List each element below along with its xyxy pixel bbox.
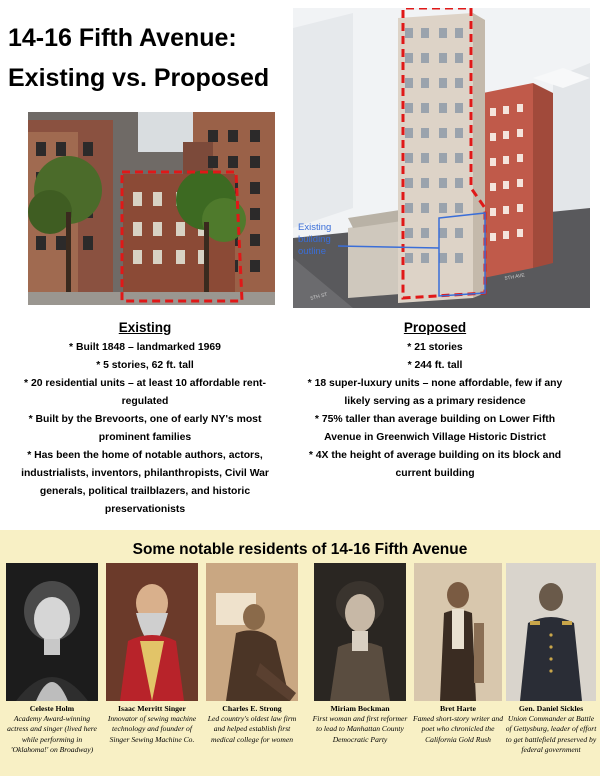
existing-column [8, 318, 282, 519]
resident-description: Academy Award-winning actress and singer (lived here while performing in 'Oklahoma!' on Broadway) [7, 714, 97, 754]
resident-description: Innovator of sewing machine technology and founder of Singer Sewing Machine Co. [107, 714, 197, 744]
portrait-photo [6, 563, 98, 701]
resident-description: Union Commander at Battle of Gettysburg, leader of effort to get battlefield preserved by federal government [505, 714, 597, 754]
resident-name: Miriam Bockman [330, 704, 390, 713]
resident-name: Gen. Daniel Sickles [518, 704, 584, 713]
proposed-item: * 4X the height of average building on its block and current building [308, 450, 562, 479]
existing-item: * Built by the Brevoorts, one of early NY's most prominent families [28, 414, 262, 443]
existing-item: * 20 residential units – at least 10 affordable rent-regulated [24, 378, 266, 407]
street-label-right: 5TH AVE [504, 272, 526, 282]
resident-description: Led country's oldest law firm and helped establish first medical college for women [207, 714, 297, 744]
resident-caption [504, 704, 598, 755]
resident-name: Bret Harte [439, 704, 476, 713]
proposed-item: * 75% taller than average building on Lower Fifth Avenue in Greenwich Village Historic District [314, 414, 556, 443]
title-line-1: 14-16 Fifth Avenue: [8, 24, 237, 52]
page-title [8, 18, 298, 98]
proposed-item: * 21 stories [407, 342, 463, 353]
proposed-heading: Proposed [403, 320, 467, 335]
existing-item: * Built 1848 – landmarked 1969 [69, 342, 221, 353]
resident-caption [104, 704, 200, 745]
portrait-photo [414, 563, 502, 701]
existing-building-photo [28, 112, 275, 305]
portrait-photo [206, 563, 298, 701]
resident-name: Isaac Merritt Singer [118, 704, 186, 713]
resident-description: Famed short-story writer and poet who chronicled the California Gold Rush [412, 714, 504, 744]
resident-caption [204, 704, 300, 745]
proposed-tower-rendering [293, 8, 590, 308]
portrait-photo [506, 563, 596, 701]
resident-caption [312, 704, 408, 745]
street-label-left: 5TH ST [309, 291, 329, 302]
existing-item: * Has been the home of notable authors, actors, industrialists, inventors, philanthropists, Civil War generals, political trailblazers, and historic preservationists [21, 450, 269, 515]
proposed-column [296, 318, 574, 483]
proposed-item: * 18 super-luxury units – none affordable, few if any likely serving as a primary residence [307, 378, 563, 407]
existing-outline-label-1: Existing [298, 222, 332, 233]
proposed-item: * 244 ft. tall [407, 360, 463, 371]
existing-heading: Existing [118, 320, 172, 335]
existing-item: * 5 stories, 62 ft. tall [96, 360, 194, 371]
existing-outline-label-2: building [298, 234, 331, 245]
resident-name: Celeste Holm [29, 704, 75, 713]
title-line-2: Existing vs. Proposed [8, 64, 270, 92]
portrait-photo [106, 563, 198, 701]
portrait-photo [314, 563, 406, 701]
resident-description: First woman and first reformer to lead to Manhattan County Democratic Party [312, 714, 408, 744]
resident-name: Charles E. Strong [222, 704, 282, 713]
resident-caption [412, 704, 504, 745]
residents-heading: Some notable residents of 14-16 Fifth Avenue [132, 541, 468, 558]
resident-caption [4, 704, 100, 755]
existing-outline-label-3: outline [298, 246, 326, 257]
